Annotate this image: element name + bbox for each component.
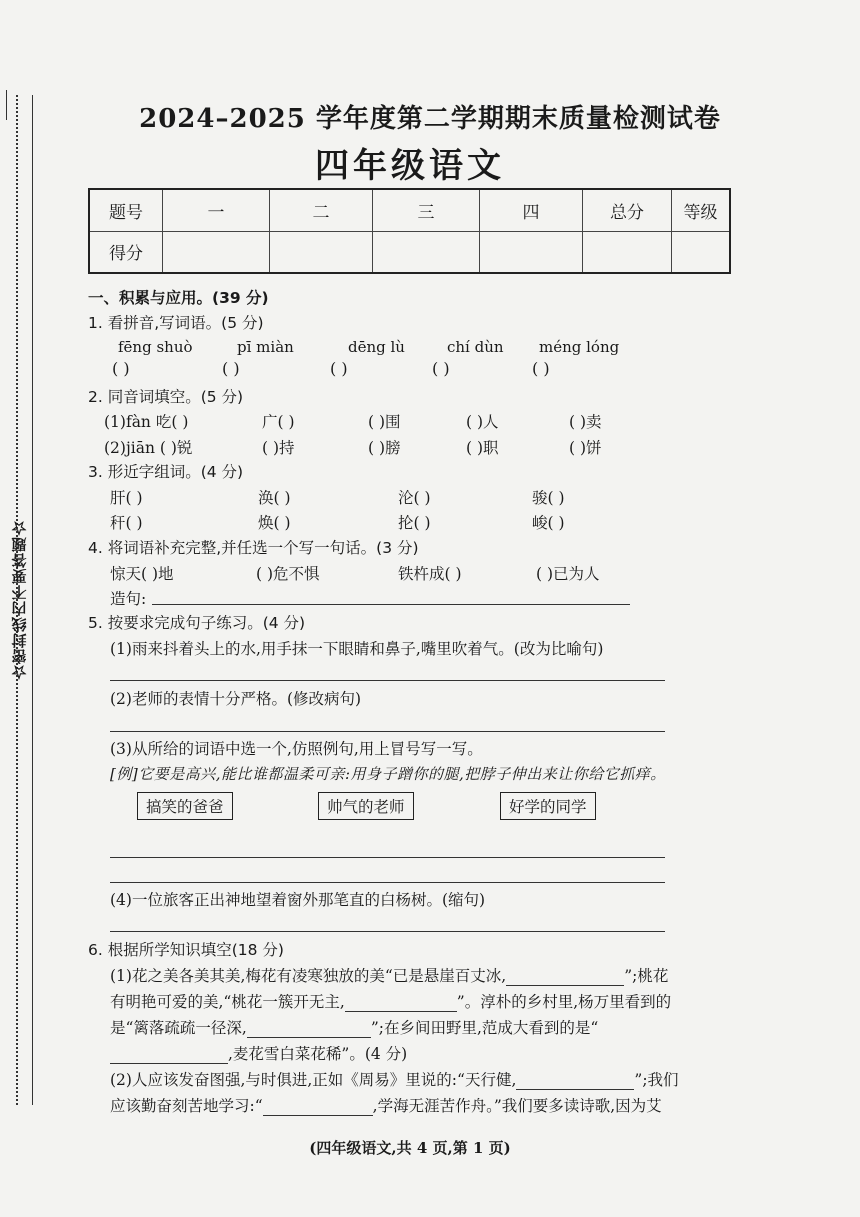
answer-blank[interactable]: ( ) [432,359,450,378]
exam-title: 2024–2025 学年度第二学期期末质量检测试卷 [139,104,721,134]
score-table [88,188,731,274]
question-6-label: 6. 根据所学知识填空(18 分) [88,941,284,959]
fill-blank[interactable] [247,1019,371,1038]
fill-text: ”。淳朴的乡村里,杨万里看到的 [456,993,672,1011]
homophone-item[interactable]: (1)fàn 吃( ) [104,413,189,431]
fill-blank[interactable] [263,1097,373,1116]
similar-char-item[interactable]: 峻( ) [532,514,565,532]
similar-char-item[interactable]: 肝( ) [110,489,143,507]
fill-text-line [110,964,668,986]
homophone-item[interactable]: 广( ) [262,413,295,431]
answer-blank[interactable]: ( ) [532,359,550,378]
idiom-item[interactable]: 惊天( )地 [110,565,174,583]
homophone-item[interactable]: ( )人 [466,413,499,431]
question-4-label: 4. 将词语补充完整,并任选一个写一句话。(3 分) [88,539,419,557]
word-choice-box[interactable]: 帅气的老师 [318,792,414,820]
fill-text: 有明艳可爱的美,“桃花一簇开无主, [110,993,345,1011]
answer-line[interactable] [110,680,665,681]
question-1-label: 1. 看拼音,写词语。(5 分) [88,314,264,332]
score-cell[interactable] [373,231,480,273]
similar-char-item[interactable]: 焕( ) [258,514,291,532]
fill-text-line [110,1094,662,1116]
fill-text-line [110,1068,679,1090]
answer-line[interactable] [110,731,665,732]
score-cell[interactable] [480,231,583,273]
score-header-cell: 三 [373,189,480,231]
fill-text: ,麦花雪白菜花稀”。(4 分) [228,1045,408,1063]
score-header-cell: 二 [270,189,373,231]
section-heading: 一、积累与应用。(39 分) [88,289,269,307]
fill-blank[interactable] [516,1071,634,1090]
sentence-task-2: (2)老师的表情十分严格。(修改病句) [110,690,362,708]
homophone-item[interactable]: ( )卖 [569,413,602,431]
similar-char-item[interactable]: 沦( ) [398,489,431,507]
fill-text-line [110,1016,598,1038]
fill-blank[interactable] [506,967,624,986]
example-sentence: [例]它要是高兴,能比谁都温柔可亲:用身子蹭你的腿,把脖子伸出来让你给它抓痒。 [110,765,666,783]
answer-blank[interactable]: ( ) [330,359,348,378]
similar-char-item[interactable]: 秆( ) [110,514,143,532]
fill-text: ”;桃花 [624,967,669,985]
word-choice-box[interactable]: 搞笑的爸爸 [137,792,233,820]
homophone-item[interactable]: ( )职 [466,439,499,457]
answer-line[interactable] [110,931,665,932]
idiom-item[interactable]: 铁杵成( ) [398,565,462,583]
score-header-cell: 一 [163,189,270,231]
homophone-item[interactable]: ( )持 [262,439,295,457]
fill-blank[interactable] [110,1045,228,1064]
fill-text-line [110,990,671,1012]
score-header-cell: 等级 [672,189,731,231]
fill-text: (1)花之美各美其美,梅花有凌寒独放的美“已是悬崖百丈冰, [110,967,507,985]
subject-title: 四年级语文 [315,146,505,186]
fill-text: 应该勤奋刻苦地学习:“ [110,1097,263,1115]
pinyin-4: chí dùn [447,338,504,356]
homophone-item[interactable]: ( )膀 [368,439,401,457]
similar-char-item[interactable]: 骏( ) [532,489,565,507]
similar-char-item[interactable]: 抡( ) [398,514,431,532]
answer-blank[interactable]: ( ) [222,359,240,378]
answer-line[interactable] [152,604,630,605]
question-2-label: 2. 同音词填空。(5 分) [88,388,244,406]
homophone-item[interactable]: ( )饼 [569,439,602,457]
question-3-label: 3. 形近字组词。(4 分) [88,463,244,481]
sentence-task-1: (1)雨来抖着头上的水,用手抹一下眼睛和鼻子,嘴里吹着气。(改为比喻句) [110,640,604,658]
seal-warning-text: ☆密封线内不要答题☆ [10,520,29,680]
pinyin-1: fēng shuò [118,338,193,356]
sentence-task-4: (4)一位旅客正出神地望着窗外那笔直的白杨树。(缩句) [110,891,486,909]
pinyin-3: dēng lù [348,338,405,356]
score-cell[interactable] [270,231,373,273]
fill-text: ”;在乡间田野里,范成大看到的是“ [370,1019,599,1037]
score-header-cell: 题号 [89,189,163,231]
fill-text: (2)人应该发奋图强,与时俱进,正如《周易》里说的:“天行健, [110,1071,517,1089]
fill-text: ”;我们 [634,1071,679,1089]
word-choice-box[interactable]: 好学的同学 [500,792,596,820]
answer-line[interactable] [110,882,665,883]
sentence-label: 造句: [110,590,147,608]
fill-blank[interactable] [345,993,457,1012]
pinyin-5: méng lóng [539,338,620,356]
similar-char-item[interactable]: 涣( ) [258,489,291,507]
score-cell[interactable] [583,231,672,273]
pinyin-2: pī miàn [237,338,294,356]
score-row-label: 得分 [89,231,163,273]
homophone-item[interactable]: ( )围 [368,413,401,431]
score-header-cell: 总分 [583,189,672,231]
idiom-item[interactable]: ( )危不惧 [256,565,320,583]
sentence-task-3: (3)从所给的词语中选一个,仿照例句,用上冒号写一写。 [110,740,483,758]
question-5-label: 5. 按要求完成句子练习。(4 分) [88,614,306,632]
score-header-cell: 四 [480,189,583,231]
homophone-item[interactable]: (2)jiān ( )锐 [104,439,193,457]
fill-text: ,学海无涯苦作舟。”我们要多读诗歌,因为艾 [372,1097,662,1115]
idiom-item[interactable]: ( )已为人 [536,565,600,583]
fill-text: 是“篱落疏疏一径深, [110,1019,247,1037]
score-cell[interactable] [672,231,731,273]
answer-blank[interactable]: ( ) [112,359,130,378]
score-cell[interactable] [163,231,270,273]
answer-line[interactable] [110,857,665,858]
page-footer: (四年级语文,共 4 页,第 1 页) [309,1139,511,1157]
fill-text-line [110,1042,407,1064]
